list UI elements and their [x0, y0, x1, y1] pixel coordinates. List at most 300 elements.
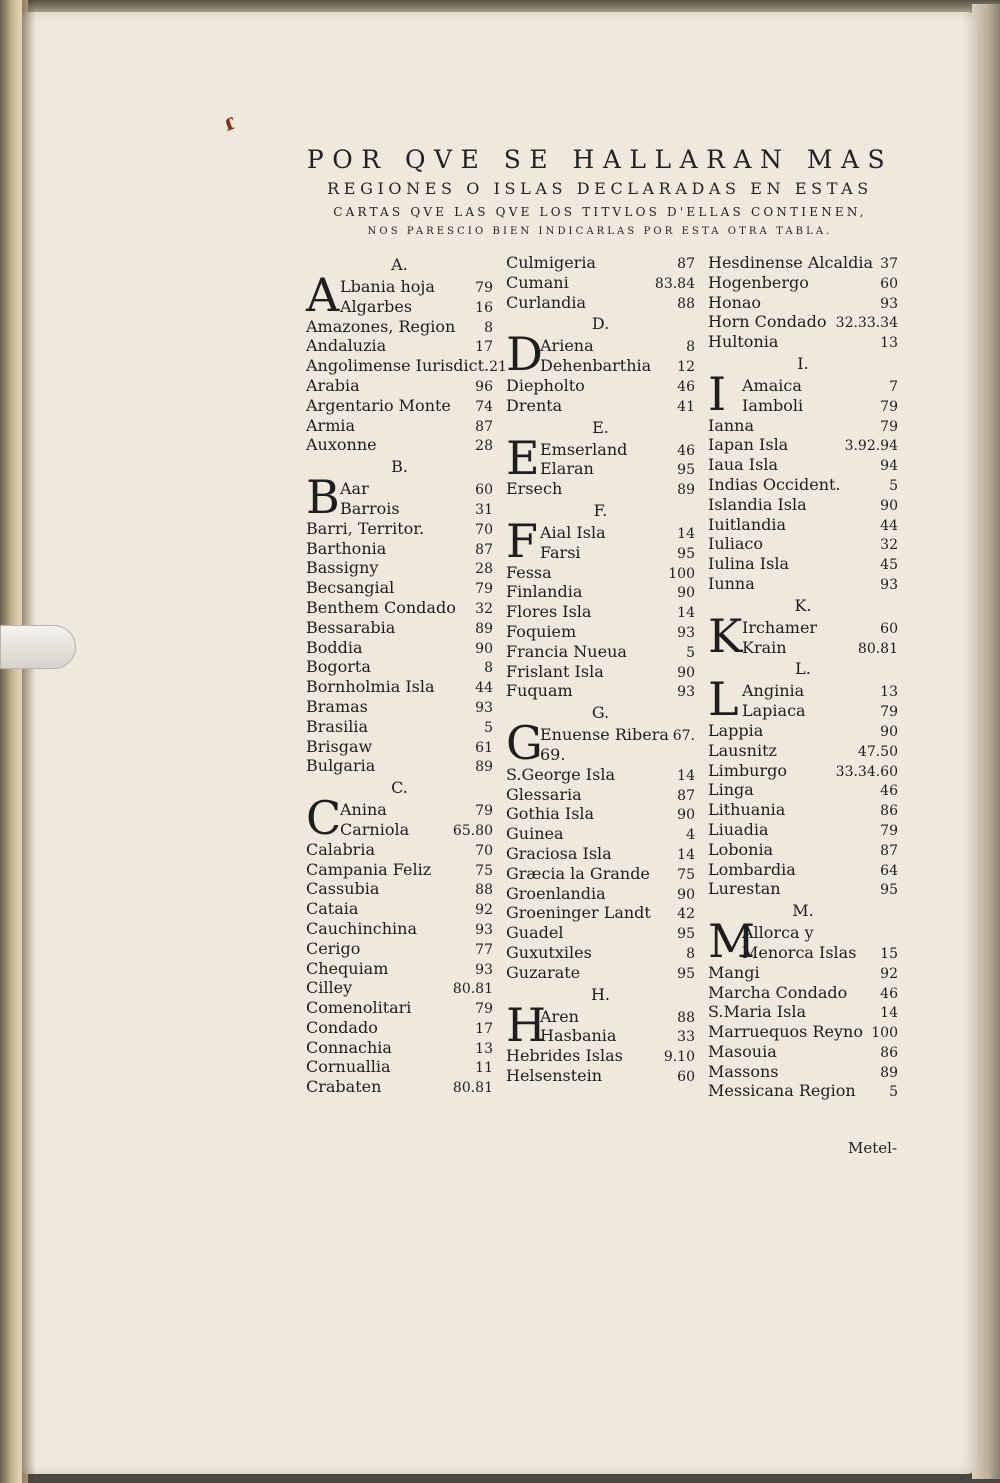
entry-page: 46 [880, 985, 898, 1002]
entry-name: Elaran [540, 459, 594, 479]
entry-page: 42 [677, 906, 695, 923]
entry-name: Ianna [708, 415, 755, 435]
entry-name: Guxutxiles [506, 942, 592, 962]
entry-page: 13 [475, 1040, 493, 1057]
entry-name: Amaica [742, 375, 802, 395]
entry-page: 4 [686, 827, 695, 844]
entry-name: Culmigeria [506, 253, 596, 272]
entry-name: Andaluzia [306, 336, 387, 356]
index-entry [506, 563, 695, 583]
entry-name: Anginia [742, 681, 805, 701]
entry-page: 8 [686, 339, 695, 356]
entry-page: 92 [880, 965, 898, 982]
entry-page: 32 [880, 537, 898, 554]
drop-cap-initial: K [708, 608, 743, 663]
entry-name: Dehenbarthia [540, 356, 652, 376]
index-entry [306, 717, 493, 737]
entry-name: Lombardia [708, 859, 796, 879]
entry-name: Lobonia [708, 839, 774, 859]
entry-name: Hasbania [540, 1026, 617, 1046]
index-entry [506, 824, 695, 844]
section-letter-heading: M. [792, 901, 814, 921]
entry-page: 61 [475, 739, 493, 756]
entry-name: Barrois [340, 498, 400, 518]
initial-entries [340, 479, 493, 519]
index-entry [340, 277, 493, 297]
index-entry [708, 879, 898, 899]
entry-page: 93 [880, 295, 898, 312]
initial-block [708, 672, 898, 727]
index-entry [708, 1022, 898, 1042]
entry-name: Ersech [506, 479, 563, 499]
entry-name: Iaua Isla [708, 455, 778, 475]
entry-page: 32 [475, 600, 493, 617]
drop-cap-initial: M [708, 914, 756, 969]
entry-page: 95 [677, 965, 695, 982]
index-entry [306, 598, 493, 618]
index-entry [742, 618, 898, 638]
entry-name: Bornholmia Isla [306, 677, 435, 697]
section-letter-heading: E. [592, 417, 609, 437]
index-entry [306, 939, 493, 959]
index-entry [506, 1066, 695, 1086]
entry-page: 70 [475, 521, 493, 538]
index-entry [506, 681, 695, 701]
index-entry [306, 737, 493, 757]
entry-page: 14 [677, 525, 695, 542]
initial-entries [742, 376, 898, 416]
index-entry [708, 554, 898, 574]
entry-name: Bulgaria [306, 756, 376, 776]
entry-page: 93 [475, 921, 493, 938]
entry-page: 80.81 [857, 640, 898, 657]
index-entry [742, 638, 898, 658]
entry-page: 5 [889, 1084, 898, 1101]
initial-block [506, 997, 695, 1052]
entry-name: Finlandia [506, 582, 583, 602]
entry-name: Iuitlandia [708, 514, 787, 534]
index-entry [540, 523, 695, 543]
index-entry [708, 983, 898, 1003]
entry-page: 90 [677, 886, 695, 903]
entry-name: Francia Nueua [506, 641, 627, 661]
index-entry [306, 919, 493, 939]
index-entry [506, 479, 695, 499]
entry-name: Marcha Condado [708, 982, 848, 1002]
index-entry [340, 499, 493, 519]
entry-page: 92 [475, 902, 493, 919]
entry-name: Auxonne [306, 435, 377, 455]
entry-page: 93 [677, 684, 695, 701]
index-entry [306, 1077, 493, 1097]
entry-name: Benthem Condado [306, 597, 456, 617]
entry-name: Messicana Region [708, 1081, 856, 1101]
entry-name: Iunna [708, 573, 755, 593]
entry-name: Iulina Isla [708, 554, 789, 574]
entry-page: 21 [489, 359, 507, 376]
index-entry [540, 543, 695, 563]
index-entry [306, 899, 493, 919]
entry-name: Helsenstein [506, 1065, 603, 1085]
index-entry [708, 800, 898, 820]
entry-name: Islandia Isla [708, 494, 807, 514]
section-letter-heading: I. [797, 353, 809, 373]
entry-page: 5 [484, 719, 493, 736]
entry-page: 80.81 [452, 981, 493, 998]
entry-name: Ariena [540, 336, 594, 356]
initial-block [506, 430, 695, 485]
entry-name: Allorca y [742, 923, 814, 943]
entry-page: 93 [677, 624, 695, 641]
index-entry [708, 761, 898, 781]
entry-name: Angolimense Iurisdict. [306, 356, 490, 376]
entry-page: 95 [677, 462, 695, 479]
index-entry [306, 978, 493, 998]
entry-page: 74 [475, 398, 493, 415]
drop-cap-initial: A [306, 268, 340, 322]
entry-name: Campania Feliz [306, 859, 432, 879]
entry-name: Groeninger Landt [506, 903, 651, 923]
entry-name: Crabaten [306, 1077, 382, 1097]
initial-entries [742, 923, 898, 963]
section-letter-heading: A. [391, 255, 408, 274]
section-letter-heading: K. [794, 595, 812, 615]
entry-name: Massons [708, 1061, 779, 1081]
initial-entries [540, 523, 695, 563]
drop-cap-initial: B [306, 470, 340, 525]
index-entry [340, 479, 493, 499]
initial-block [708, 366, 898, 421]
index-entry [540, 440, 695, 460]
index-entry [540, 336, 695, 356]
initial-entries [540, 1007, 695, 1047]
section-letter-heading: L. [795, 659, 811, 679]
index-entry [306, 519, 493, 539]
entry-page: 8 [484, 660, 493, 677]
section-letter-heading: D. [591, 314, 610, 334]
initial-entries [340, 277, 493, 317]
entry-name: Bassigny [306, 558, 379, 578]
entry-page: 64 [880, 862, 898, 879]
entry-name: Guzarate [506, 962, 581, 982]
entry-page: 60 [677, 1068, 695, 1085]
entry-name: Boddia [306, 637, 363, 657]
entry-page: 88 [475, 882, 493, 899]
entry-page: 90 [880, 497, 898, 514]
entry-name: Mangi [708, 962, 760, 982]
entry-page: 75 [677, 866, 695, 883]
drop-cap-initial: G [506, 716, 543, 771]
index-entry [340, 297, 493, 317]
entry-page: 79 [475, 280, 493, 296]
entry-page: 31 [475, 501, 493, 518]
index-column-1 [306, 253, 507, 1097]
index-column-3 [708, 253, 898, 1101]
entry-page: 14 [677, 605, 695, 622]
entry-page: 44 [880, 517, 898, 534]
entry-name: Argentario Monte [306, 395, 451, 415]
entry-name: Hultonia [708, 332, 779, 352]
index-title [300, 145, 900, 241]
entry-name: Masouia [708, 1041, 777, 1061]
entry-page: 87 [475, 418, 493, 435]
entry-name: Aren [540, 1006, 579, 1026]
entry-name: Menorca Islas [742, 942, 857, 962]
index-entry [306, 539, 493, 559]
entry-page: 33.34.60 [835, 763, 898, 780]
index-entry [306, 998, 493, 1018]
entry-name: Lithuania [708, 800, 786, 820]
entry-page: 45 [880, 557, 898, 574]
index-entry [506, 662, 695, 682]
initial-entries [742, 618, 898, 658]
entry-page: 70 [475, 842, 493, 859]
entry-page: 89 [475, 620, 493, 637]
drop-cap-initial: L [708, 672, 739, 727]
drop-cap-initial: I [708, 366, 727, 421]
entry-name: Graciosa Isla [506, 843, 612, 863]
index-entry [708, 741, 898, 761]
entry-name: Comenolitari [306, 998, 412, 1018]
entry-page: 15 [880, 945, 898, 962]
entry-name: Cassubia [306, 879, 380, 899]
entry-name: Carniola [340, 819, 410, 839]
entry-name: Iuliaco [708, 534, 763, 554]
entry-page: 79 [880, 704, 898, 721]
index-entry [306, 558, 493, 578]
entry-name: Cumani [506, 272, 569, 292]
entry-page: 90 [677, 585, 695, 602]
entry-page: 89 [475, 759, 493, 776]
entry-name: Calabria [306, 839, 375, 859]
index-entry [506, 903, 695, 923]
entry-page: 5 [889, 477, 898, 494]
index-entry [708, 293, 898, 313]
entry-page: 94 [880, 458, 898, 475]
entry-page: 67. [672, 728, 695, 745]
entry-name: Brisgaw [306, 736, 373, 756]
entry-page: 14 [677, 767, 695, 784]
entry-name: Brasilia [306, 716, 369, 736]
entry-page: 89 [677, 482, 695, 499]
index-entry [506, 804, 695, 824]
entry-name: Iamboli [742, 395, 804, 415]
index-entry [708, 312, 898, 332]
entry-name: Groenlandia [506, 883, 606, 903]
entry-page: 90 [475, 640, 493, 657]
entry-name: Becsangial [306, 578, 395, 598]
initial-block [708, 608, 898, 663]
index-entry [540, 725, 695, 745]
entry-name: Krain [742, 637, 787, 657]
entry-page: 46 [880, 783, 898, 800]
index-entry [742, 681, 898, 701]
entry-page: 5 [686, 644, 695, 661]
entry-name: Curlandia [506, 292, 587, 312]
entry-name: Honao [708, 292, 762, 312]
entry-name: Cornuallia [306, 1057, 391, 1077]
entry-name: Cataia [306, 899, 359, 919]
entry-page: 14 [677, 846, 695, 863]
entry-page: 88 [677, 295, 695, 312]
entry-page: 79 [475, 803, 493, 820]
entry-name: Drenta [506, 395, 563, 415]
entry-name: Barri, Territor. [306, 518, 425, 538]
index-entry [708, 515, 898, 535]
index-entry [708, 475, 898, 495]
entry-name: Farsi [540, 542, 581, 562]
index-entry [708, 780, 898, 800]
index-entry [708, 721, 898, 741]
index-entry [506, 963, 695, 983]
entry-page: 79 [880, 822, 898, 839]
initial-entries [540, 336, 695, 376]
initial-entries [742, 681, 898, 721]
entry-name: Iapan Isla [708, 435, 789, 455]
entry-page: 88 [677, 1009, 695, 1026]
entry-name: Chequiam [306, 958, 389, 978]
entry-name: Cilley [306, 978, 353, 998]
entry-name: Cauchinchina [306, 918, 417, 938]
initial-entries [340, 800, 493, 840]
entry-name: Connachia [306, 1037, 392, 1057]
entry-page: 60 [880, 275, 898, 292]
index-entry [708, 253, 898, 273]
entry-name: Hesdinense Alcaldia [708, 253, 874, 272]
index-entry [708, 332, 898, 352]
index-entry [306, 376, 493, 396]
entry-page: 93 [475, 699, 493, 716]
section-letter-heading: C. [391, 778, 408, 798]
entry-page: 41 [677, 398, 695, 415]
page-clip [0, 625, 76, 669]
entry-name: Flores Isla [506, 602, 592, 622]
entry-page: 47.50 [857, 743, 898, 760]
initial-block [306, 791, 493, 846]
index-entry [340, 800, 493, 820]
entry-name: Hebrides Islas [506, 1046, 623, 1066]
index-entry [540, 356, 695, 376]
drop-cap-initial: H [506, 997, 547, 1052]
entry-page: 86 [880, 803, 898, 820]
entry-name: Irchamer [742, 617, 818, 637]
drop-cap-initial: F [506, 513, 538, 568]
index-entry [306, 860, 493, 880]
entry-name: Lbania hoja [340, 277, 435, 296]
index-entry [306, 697, 493, 717]
initial-block [506, 716, 695, 771]
index-entry [506, 1046, 695, 1066]
entry-page: 60 [475, 482, 493, 499]
entry-page: 75 [475, 862, 493, 879]
entry-page: 90 [677, 807, 695, 824]
index-entry [506, 923, 695, 943]
entry-name: Fessa [506, 562, 552, 582]
entry-name: Condado [306, 1017, 378, 1037]
index-entry [708, 534, 898, 554]
index-entry [742, 923, 898, 943]
index-entry [506, 582, 695, 602]
drop-cap-initial: C [306, 791, 342, 846]
entry-page: 89 [880, 1064, 898, 1081]
index-entry [306, 336, 493, 356]
index-entry [306, 396, 493, 416]
index-entry [708, 416, 898, 436]
index-entry [306, 879, 493, 899]
index-entry [540, 745, 695, 765]
entry-page: 13 [880, 335, 898, 352]
entry-page: 95 [880, 882, 898, 899]
entry-page: 90 [677, 664, 695, 681]
index-column-2 [506, 253, 695, 1086]
index-entry [708, 1042, 898, 1062]
index-entry [506, 293, 695, 313]
initial-block [506, 513, 695, 568]
entry-name: Marruequos Reyno [708, 1022, 863, 1042]
entry-page: 100 [668, 565, 695, 582]
index-entry [742, 943, 898, 963]
section-letter-heading: F. [593, 500, 608, 520]
index-entry [506, 396, 695, 416]
entry-page: 28 [475, 561, 493, 578]
entry-page: 33 [677, 1029, 695, 1046]
entry-name: Diepholto [506, 375, 585, 395]
index-entry [306, 657, 493, 677]
entry-name: Algarbes [340, 296, 413, 316]
index-entry [708, 860, 898, 880]
entry-page: 79 [475, 581, 493, 598]
ink-mark: ɾ [219, 109, 239, 137]
spine-shadow [22, 0, 36, 1483]
entry-name: Emserland [540, 439, 628, 459]
entry-name: Amazones, Region [306, 316, 456, 336]
entry-name: Liuadia [708, 819, 769, 839]
index-entry [306, 618, 493, 638]
initial-block [306, 268, 493, 322]
entry-page: 93 [880, 576, 898, 593]
index-entry [306, 677, 493, 697]
entry-name: Græcia la Grande [506, 863, 650, 883]
title-line-4: NOS PARESCIO BIEN INDICARLAS POR ESTA OTRA TABLA. [367, 226, 833, 237]
index-entry [708, 455, 898, 475]
entry-name: Lapiaca [742, 701, 806, 721]
entry-page: 46 [677, 442, 695, 459]
index-entry [340, 820, 493, 840]
entry-name: Aar [340, 479, 369, 499]
index-entry [708, 273, 898, 293]
entry-page: 95 [677, 545, 695, 562]
catchword: Metel- [848, 1139, 898, 1157]
index-entry [708, 495, 898, 515]
entry-page: 8 [686, 945, 695, 962]
entry-page: 65.80 [452, 822, 493, 839]
entry-page: 87 [677, 256, 695, 272]
index-entry [506, 602, 695, 622]
index-entry [506, 765, 695, 785]
title-line-3: CARTAS QVE LAS QVE LOS TITVLOS D'ELLAS CONTIENEN, [333, 205, 867, 219]
index-entry [306, 1038, 493, 1058]
index-entry [506, 785, 695, 805]
index-entry [506, 376, 695, 396]
index-entry [708, 820, 898, 840]
index-entry [306, 416, 493, 436]
index-entry [306, 356, 507, 376]
initial-block [506, 327, 695, 382]
entry-page: 79 [475, 1001, 493, 1018]
entry-name: S.Maria Isla [708, 1002, 806, 1022]
drop-cap-initial: D [506, 327, 543, 382]
entry-name: Bramas [306, 696, 368, 716]
